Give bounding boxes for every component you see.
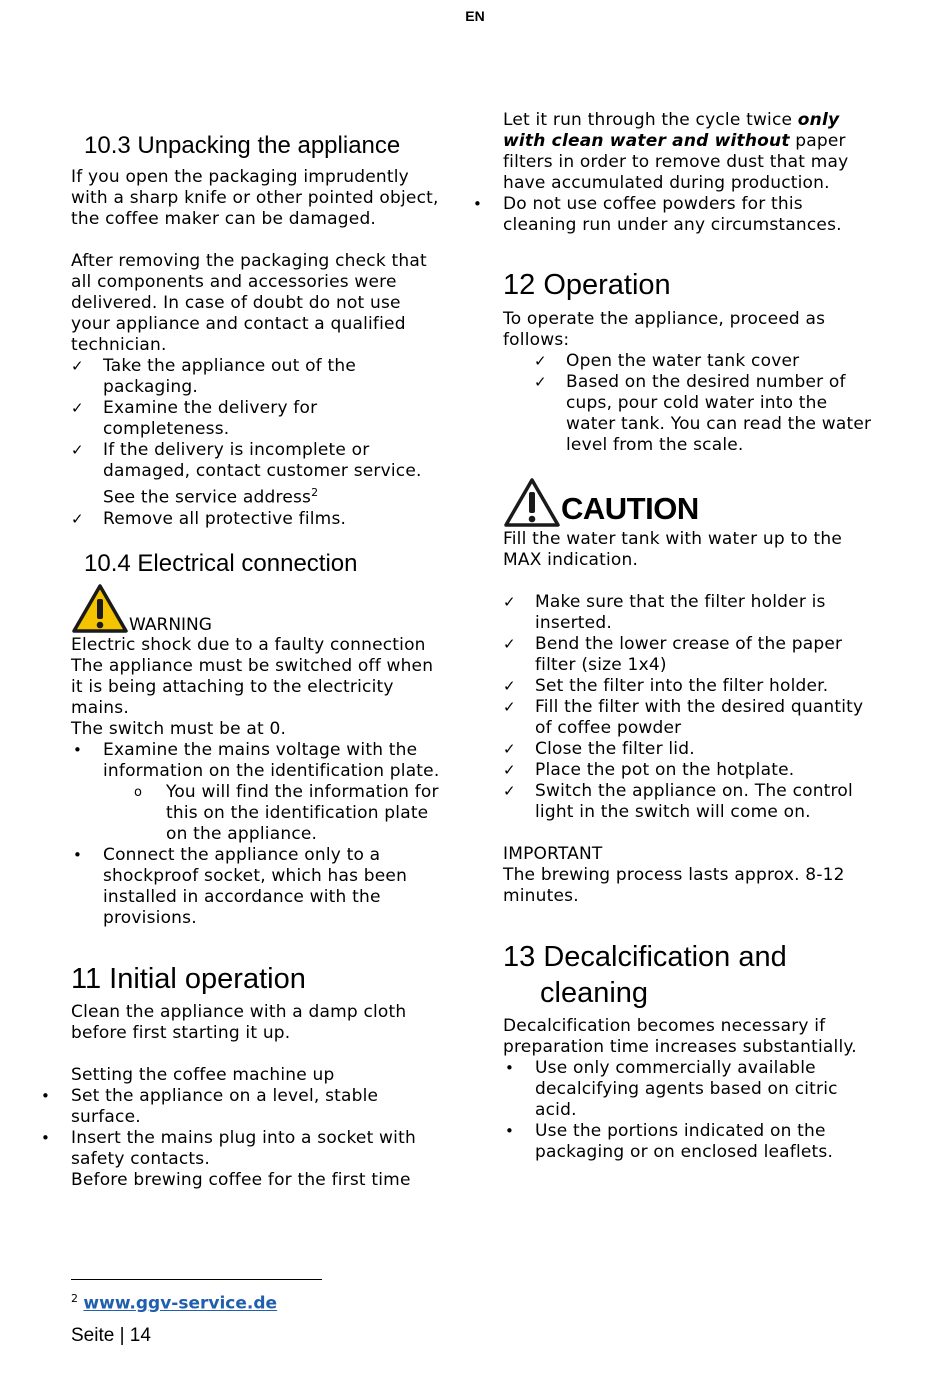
list-item: ✓ Bend the lower crease of the paper filter (size 1x4): [503, 634, 843, 675]
section-10-3-title: 10.3 Unpacking the appliance: [84, 132, 401, 159]
caution-label: CAUTION: [561, 491, 699, 526]
left-column: [41, 0, 441, 1191]
caution-block: [503, 477, 873, 529]
operation-checklist-2: [503, 592, 873, 823]
footnote-divider: [71, 1279, 322, 1280]
check-icon: ✓: [503, 593, 516, 611]
warning-block: [71, 583, 441, 635]
electrical-bullets-2: [71, 845, 441, 929]
unpacking-checklist: [71, 356, 441, 530]
list-item: • Do not use coffee powders for this cleaning run under any circumstances.: [473, 194, 842, 235]
list-item: • Set the appliance on a level, stable surface.: [41, 1085, 379, 1127]
operation-checklist-1: [534, 351, 873, 456]
section-10-4-title: 10.4 Electrical connection: [84, 549, 358, 577]
warning-label: WARNING: [129, 614, 212, 635]
warning-line-2: The appliance must be switched off when it is being attaching to the electricity mains.: [71, 655, 434, 718]
warning-line-1: Electric shock due to a faulty connection: [71, 634, 426, 655]
bullet-icon: •: [41, 1086, 51, 1105]
check-icon: ✓: [503, 761, 516, 779]
service-link[interactable]: www.ggv-service.de: [83, 1293, 278, 1314]
list-item: • Insert the mains plug into a socket with safety contacts.: [41, 1127, 416, 1169]
list-item: ✓ Make sure that the filter holder is inserted.: [503, 592, 826, 633]
initial-paragraph-2: Setting the coffee machine up: [71, 1064, 335, 1085]
list-item: ✓ Open the water tank cover: [534, 351, 800, 371]
check-icon: ✓: [71, 399, 84, 417]
first-run-bullets: [471, 194, 873, 236]
list-item: ✓ Take the appliance out of the packaging.: [71, 356, 356, 397]
list-item: ✓ Remove all protective films.: [71, 508, 347, 529]
list-item: • Examine the mains voltage with the information on the identification plate.: [73, 739, 440, 781]
bullet-icon: •: [505, 1122, 515, 1140]
check-icon: ✓: [503, 635, 516, 653]
footnote-number: 2: [71, 1292, 78, 1305]
list-item: • Use the portions indicated on the packaging or on enclosed leaflets.: [505, 1121, 834, 1162]
list-item: o You will find the information for this on the identification plate on the appliance.: [134, 781, 439, 844]
check-icon: ✓: [71, 509, 84, 528]
check-icon: ✓: [71, 357, 84, 375]
electrical-subbullets: [71, 782, 441, 845]
list-item: ✓ Switch the appliance on. The control light in the switch will come on.: [503, 781, 853, 822]
initial-bullets: [39, 1086, 441, 1170]
list-item: ✓ Fill the filter with the desired quantity of coffee powder: [503, 697, 864, 738]
warning-line-3: The switch must be at 0.: [71, 718, 287, 739]
unpacking-paragraph-1: If you open the packaging imprudently with a sharp knife or other pointed object, the coffee maker can be damaged.: [71, 167, 439, 229]
list-item: ✓ Based on the desired number of cups, pour cold water into the water tank. You can read the water level from the scale.: [534, 372, 872, 455]
check-icon: ✓: [534, 352, 547, 370]
section-13-title-line-2: cleaning: [540, 977, 649, 1009]
section-12-title: 12 Operation: [503, 269, 671, 301]
language-header: EN: [465, 8, 485, 24]
list-item: ✓ Set the filter into the filter holder.: [503, 676, 829, 696]
caution-triangle-icon: [503, 477, 561, 529]
check-icon: ✓: [503, 698, 516, 716]
warning-triangle-icon: [71, 583, 129, 635]
caution-text: Fill the water tank with water up to the MAX indication.: [503, 529, 843, 570]
list-item: ✓ Examine the delivery for completeness.: [71, 398, 318, 439]
list-item: ✓ Place the pot on the hotplate.: [503, 760, 795, 780]
bullet-icon: •: [73, 740, 83, 759]
initial-paragraph-3: Before brewing coffee for the first time: [71, 1169, 411, 1190]
check-icon: ✓: [534, 373, 547, 391]
bullet-icon: •: [41, 1128, 51, 1147]
unpacking-paragraph-2: After removing the packaging check that all components and accessories were delivered. In case of doubt do not use your appliance and contact a qualified technician.: [71, 251, 427, 355]
check-icon: ✓: [503, 677, 516, 695]
electrical-bullets-1: [71, 740, 441, 782]
list-item: ✓ If the delivery is incomplete or damaged, contact customer service. See the service address$^2$: [71, 440, 422, 508]
first-run-paragraph: Let it run through the cycle twice only with clean water and without paper filters in order to remove dust that may have accumulated during production.: [503, 110, 849, 193]
list-item: • Connect the appliance only to a shockproof socket, which has been installed in accordance with the provisions.: [73, 844, 408, 928]
decalcification-intro: Decalcification becomes necessary if preparation time increases substantially.: [503, 1016, 857, 1057]
bullet-icon: •: [505, 1059, 515, 1077]
footnote-reference[interactable]: 2: [311, 486, 319, 499]
important-label: IMPORTANT: [503, 844, 603, 864]
initial-paragraph-1: Clean the appliance with a damp cloth before first starting it up.: [71, 1001, 407, 1043]
page-number: Seite | 14: [71, 1325, 151, 1346]
check-icon: ✓: [71, 441, 84, 459]
check-icon: ✓: [503, 782, 516, 800]
right-column: [473, 0, 873, 1163]
list-item: ✓ Close the filter lid.: [503, 739, 695, 759]
circle-bullet-icon: o: [134, 784, 143, 800]
list-item: • Use only commercially available decalcifying agents based on citric acid.: [505, 1058, 838, 1120]
important-text: The brewing process lasts approx. 8-12 minutes.: [503, 865, 845, 906]
section-13-title-line-1: 13 Decalcification and: [503, 941, 787, 973]
bullet-icon: •: [473, 195, 483, 213]
bullet-icon: •: [73, 845, 83, 864]
check-icon: ✓: [503, 740, 516, 758]
section-11-title: 11 Initial operation: [71, 962, 306, 995]
operation-intro: To operate the appliance, proceed as follows:: [503, 309, 826, 350]
emphasis-text: only with clean water and without: [503, 110, 840, 151]
decalcification-bullets: [503, 1058, 873, 1163]
footnote: [71, 1288, 277, 1315]
